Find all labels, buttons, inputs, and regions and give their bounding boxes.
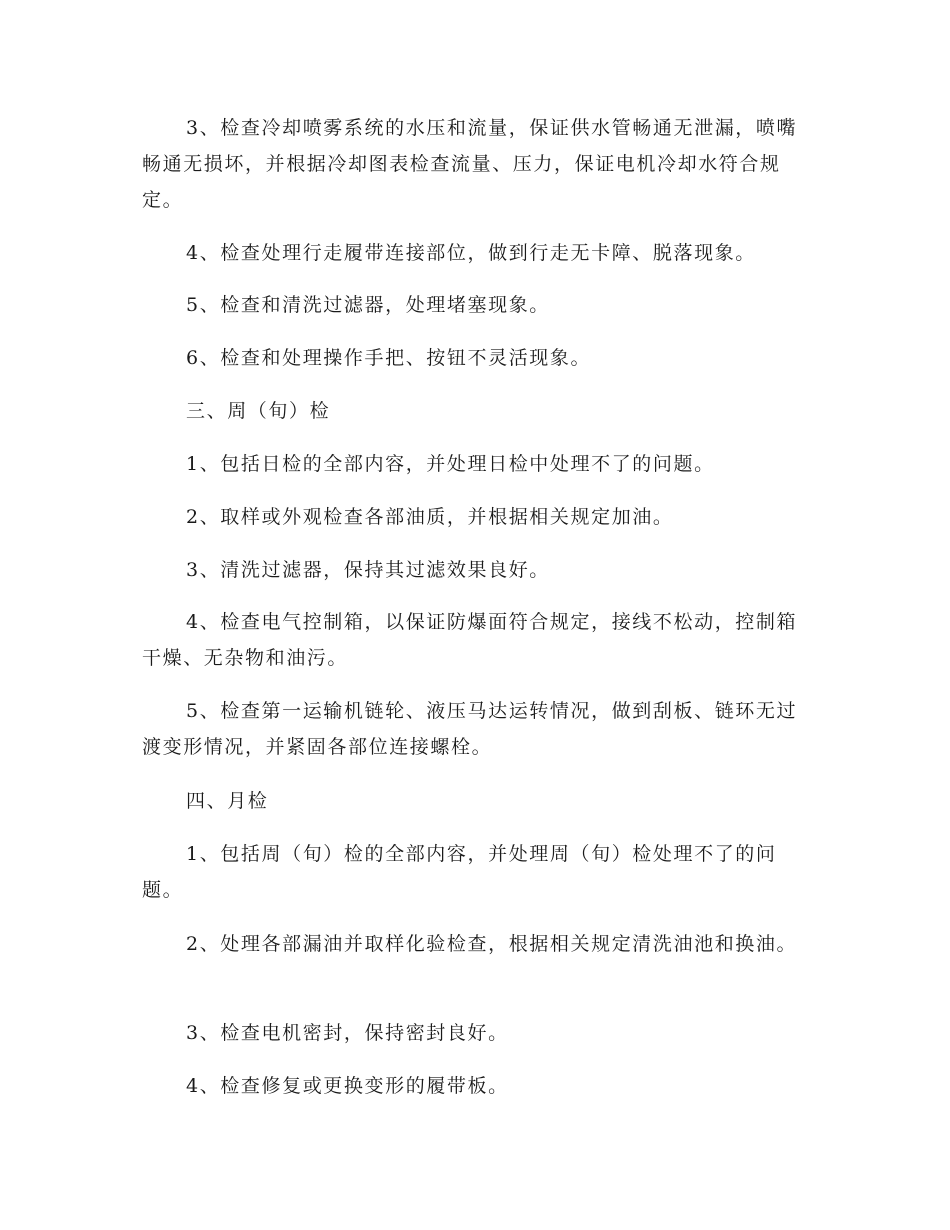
paragraph-track-plate-repair: 4、检查修复或更换变形的履带板。 (186, 1075, 509, 1097)
paragraph-handle-button-check: 6、检查和处理操作手把、按钮不灵活现象。 (186, 347, 592, 369)
paragraph-monthly-includes-weekly: 1、包括周（旬）检的全部内容，并处理周（旬）检处理不了的问题。 (142, 843, 777, 901)
section-heading-weekly-check: 三、周（旬）检 (186, 400, 331, 422)
paragraph-clean-filter: 3、清洗过滤器，保持其过滤效果良好。 (186, 559, 550, 581)
section-heading-monthly-check: 四、月检 (186, 790, 269, 812)
paragraph-cooling-spray-check: 3、检查冷却喷雾系统的水压和流量，保证供水管畅通无泄漏，喷嘴畅通无损坏，并根据冷却图表检查流量、压力，保证电机冷却水符合规定。 (142, 117, 798, 211)
paragraph-oil-sampling: 2、取样或外观检查各部油质，并根据相关规定加油。 (186, 506, 674, 528)
paragraph-filter-cleaning: 5、检查和清洗过滤器，处理堵塞现象。 (186, 294, 550, 316)
paragraph-electrical-box-check: 4、检查电气控制箱，以保证防爆面符合规定，接线不松动，控制箱干燥、无杂物和油污。 (142, 611, 798, 669)
paragraph-oil-leak-handling: 2、处理各部漏油并取样化验检查，根据相关规定清洗油池和换油。 (186, 933, 798, 955)
paragraph-conveyor-sprocket-check: 5、检查第一运输机链轮、液压马达运转情况，做到刮板、链环无过渡变形情况，并紧固各部位连接螺栓。 (142, 700, 798, 758)
paragraph-weekly-includes-daily: 1、包括日检的全部内容，并处理日检中处理不了的问题。 (186, 453, 715, 475)
paragraph-motor-seal-check: 3、检查电机密封，保持密封良好。 (186, 1022, 509, 1044)
paragraph-track-connection-check: 4、检查处理行走履带连接部位，做到行走无卡障、脱落现象。 (186, 242, 756, 264)
